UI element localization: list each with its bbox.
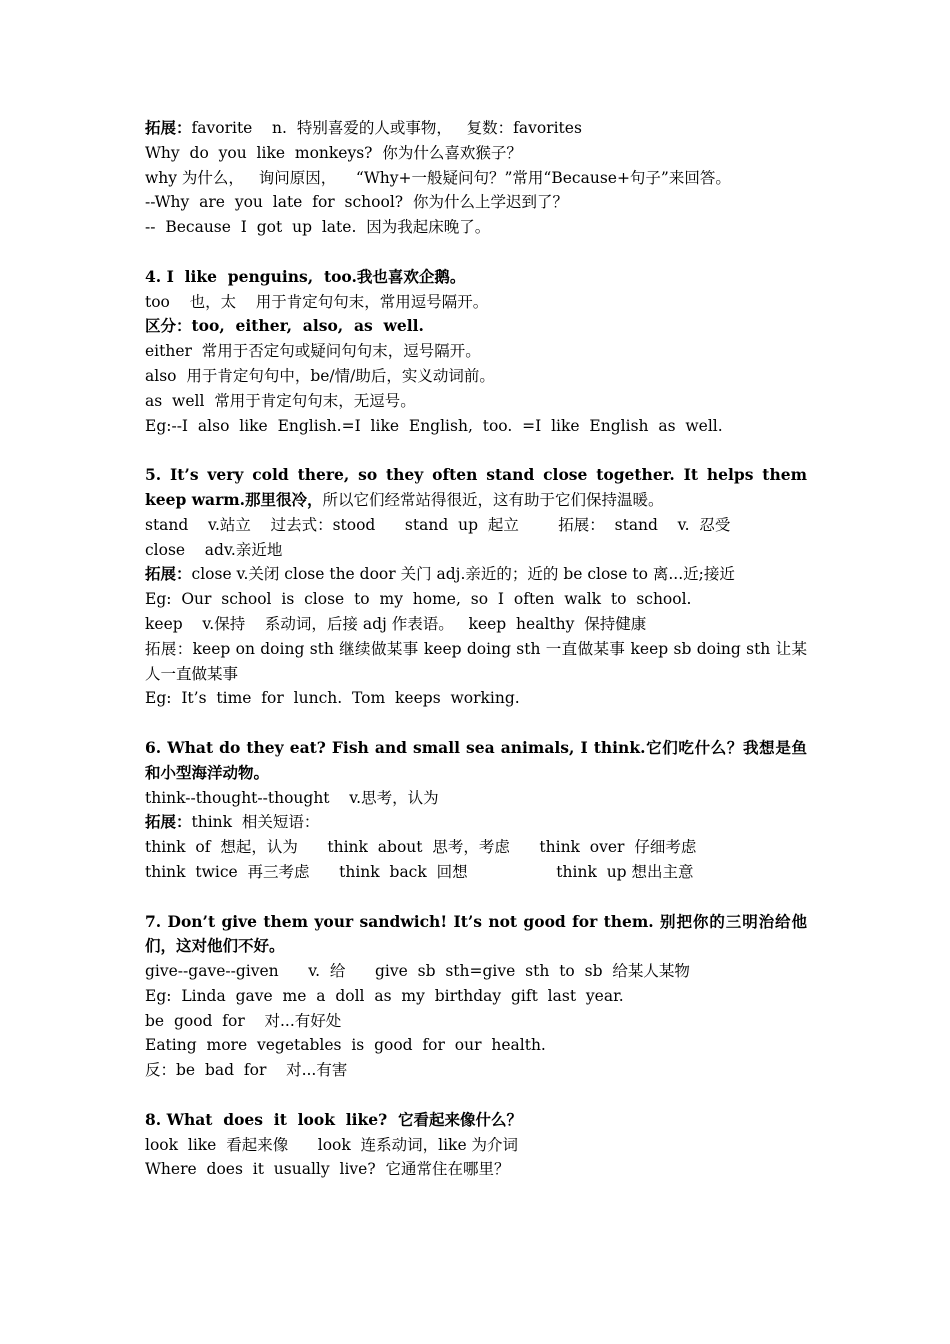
text-line: too 也，太 用于肯定句句末，常用逗号隔开。: [145, 292, 489, 311]
paragraph-gap: [145, 438, 807, 463]
text-line: give--gave--given v. 给 give sb sth=give sth to sb 给某人某物: [145, 962, 690, 981]
text-line: [145, 116, 807, 141]
heading-bold: 5. It’s very cold there, so they often stand close together. It helps them keep warm.那里很冷，: [145, 465, 807, 509]
line-rest: favorite n. 特别喜爱的人或事物， 复数：favorites: [191, 119, 582, 137]
text-line: also 用于肯定句句中，be/情/助后，实义动词前。: [145, 366, 495, 385]
text-line: either 常用于否定句或疑问句句末，逗号隔开。: [145, 342, 481, 361]
text-line: as well 常用于肯定句句末，无逗号。: [145, 391, 416, 410]
section-heading: 7. Don’t give them your sandwich! It’s not good for them. 别把你的三明治给他们，这对他们不好。: [145, 911, 807, 956]
paragraph-gap: [145, 711, 807, 736]
heading-rest: 所以它们经常站得很近，这有助于它们保持温暖。: [322, 490, 664, 509]
text-line: Eating more vegetables is good for our health.: [145, 1036, 546, 1055]
text-line: 拓展：keep on doing sth 继续做某事 keep doing sth 一直做某事 keep sb doing sth 让某人一直做某事: [145, 639, 807, 683]
document-content: [145, 116, 807, 1182]
text-line: close adv.亲近地: [145, 540, 283, 559]
section-heading: 8. What does it look like? 它看起来像什么？: [145, 1109, 522, 1129]
bold-prefix: 拓展：: [145, 118, 192, 137]
bold-prefix: 拓展：: [145, 564, 192, 584]
paragraph-gap: [145, 1083, 807, 1108]
section-heading: [145, 463, 807, 513]
bold-prefix: 拓展：: [145, 812, 192, 832]
text-line: Eg:--I also like English.=I like English, too. =I like English as well.: [145, 416, 723, 435]
text-line: [145, 810, 807, 835]
text-line: -- Because I got up late. 因为我起床晚了。: [145, 218, 491, 237]
text-line: Eg: Linda gave me a doll as my birthday gift last year.: [145, 986, 624, 1005]
text-line: think of 想起，认为 think about 思考，考虑 think over 仔细考虑: [145, 838, 697, 857]
text-line: 反：be bad for 对...有害: [145, 1061, 348, 1080]
text-line: stand v.站立 过去式：stood stand up 起立 拓展： stand v. 忍受: [145, 515, 731, 534]
text-line: look like 看起来像 look 连系动词，like 为介词: [145, 1135, 519, 1154]
text-line: think twice 再三考虑 think back 回想 think up 想出主意: [145, 862, 694, 881]
text-line: Why do you like monkeys? 你为什么喜欢猴子？: [145, 143, 522, 162]
text-line: keep v.保持 系动词，后接 adj 作表语。 keep healthy 保持健康: [145, 614, 647, 633]
line-rest: think 相关短语：: [191, 813, 320, 832]
line-rest: close v.关闭 close the door 关门 adj.亲近的；近的 be close to 离...近;接近: [191, 565, 735, 584]
section-heading: 6. What do they eat? Fish and small sea animals, I think.它们吃什么？我想是鱼和小型海洋动物。: [145, 737, 807, 782]
paragraph-gap: [145, 885, 807, 910]
text-line: think--thought--thought v.思考，认为: [145, 788, 439, 807]
paragraph-gap: [145, 240, 807, 265]
section-heading: 4. I like penguins, too.我也喜欢企鹅。: [145, 266, 466, 286]
text-line: Eg: It’s time for lunch. Tom keeps working.: [145, 689, 520, 708]
text-line: Eg: Our school is close to my home, so I often walk to school.: [145, 590, 692, 609]
text-line: Where does it usually live? 它通常住在哪里？: [145, 1160, 510, 1179]
text-line: --Why are you late for school? 你为什么上学迟到了？: [145, 193, 568, 212]
text-line: be good for 对...有好处: [145, 1011, 342, 1030]
text-line: 区分：too, either, also, as well.: [145, 316, 424, 336]
text-line: [145, 562, 807, 587]
text-line: why 为什么， 询问原因， “Why+一般疑问句？”常用“Because+句子”来回答。: [145, 168, 731, 187]
